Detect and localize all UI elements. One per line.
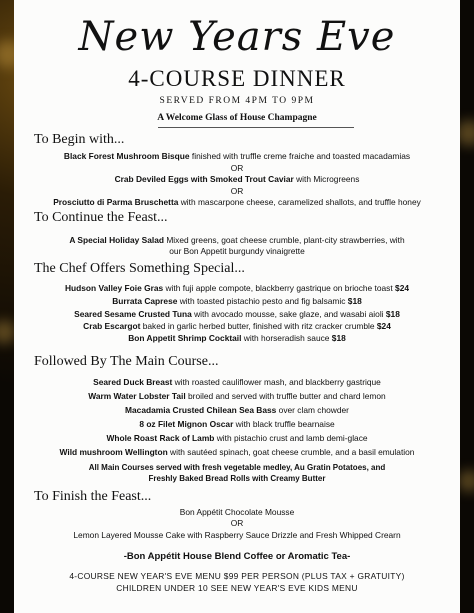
coffee-line: -Bon Appétit House Blend Coffee or Aromatic Tea- (123, 551, 351, 562)
dish-description: Mixed greens, goat cheese crumble, plant-city strawberries, with (166, 235, 405, 245)
footer-price: 4-COURSE NEW YEAR'S EVE MENU $99 PER PERSON (PLUS TAX + GRATUITY) (69, 571, 405, 581)
dish-name: Crab Deviled Eggs with Smoked Trout Caviar (114, 174, 294, 184)
menu-item (14, 391, 460, 402)
dish-price: $18 (385, 309, 400, 319)
dish-name: Burrata Caprese (112, 296, 178, 306)
menu-item (14, 333, 460, 344)
dish-description: with roasted cauliflower mash, and blackberry gastrique (174, 377, 381, 387)
dish-description: finished with truffle creme fraiche and toasted macadamias (191, 151, 411, 161)
menu-item (14, 151, 460, 162)
dish-description: with pistachio crust and lamb demi-glace (216, 433, 368, 443)
menu-item (14, 283, 460, 294)
main-course-note: Freshly Baked Bread Rolls with Creamy Butter (148, 474, 326, 483)
bokeh-light (458, 470, 474, 492)
or-separator: OR (230, 518, 244, 528)
dish-description: over clam chowder (278, 405, 349, 415)
dish-description: with fuji apple compote, blackberry gastrique on brioche toast (165, 283, 393, 293)
dish-name: Seared Duck Breast (93, 377, 173, 387)
section-heading-finish: To Finish the Feast... (34, 489, 152, 504)
section-heading-begin: To Begin with... (34, 132, 125, 147)
dish-description: baked in garlic herbed butter, finished with ritz cracker crumble (142, 321, 375, 331)
section-heading-chef: The Chef Offers Something Special... (34, 261, 245, 276)
or-separator: OR (230, 186, 244, 196)
dish-name: Hudson Valley Foie Gras (64, 283, 164, 293)
dish-name: Warm Water Lobster Tail (88, 391, 186, 401)
or-separator: OR (230, 163, 244, 173)
served-hours: SERVED FROM 4PM TO 9PM (159, 96, 315, 106)
dish-description: with horseradish sauce (243, 333, 330, 343)
dish-name: Wild mushroom Wellington (59, 447, 168, 457)
menu-item (14, 447, 460, 458)
menu-item (14, 197, 460, 208)
menu-item (14, 174, 460, 185)
dish-name: Macadamia Crusted Chilean Sea Bass (125, 405, 277, 415)
section-heading-main: Followed By The Main Course... (34, 354, 219, 369)
footer-kids: CHILDREN UNDER 10 SEE NEW YEAR'S EVE KIDS MENU (116, 583, 358, 593)
dish-price: $18 (347, 296, 362, 306)
dessert-item: Bon Appétit Chocolate Mousse (179, 507, 295, 517)
dish-description-cont: our Bon Appetit burgundy vinaigrette (169, 246, 305, 256)
menu-title: New Years Eve (78, 14, 396, 60)
menu-subtitle: 4-COURSE DINNER (128, 66, 346, 91)
dish-price: $18 (331, 333, 346, 343)
dessert-item: Lemon Layered Mousse Cake with Raspberry Sauce Drizzle and Fresh Whipped Crearn (73, 530, 401, 540)
menu-item (14, 296, 460, 307)
menu-item (14, 235, 460, 246)
dish-name: Black Forest Mushroom Bisque (63, 151, 190, 161)
dish-description: with toasted pistachio pesto and fig balsamic (179, 296, 346, 306)
menu-item (14, 309, 460, 320)
divider (158, 127, 354, 128)
welcome-drink: A Welcome Glass of House Champagne (157, 113, 317, 123)
menu-item (14, 419, 460, 430)
dish-name: Whole Roast Rack of Lamb (106, 433, 215, 443)
dish-description: with mascarpone cheese, caramelized shallots, and truffle honey (180, 197, 421, 207)
dish-name: Prosciutto di Parma Bruschetta (53, 197, 179, 207)
dish-name: Crab Escargot (83, 321, 141, 331)
dish-description: broiled and served with truffle butter and chard lemon (188, 391, 386, 401)
menu-item (14, 433, 460, 444)
section-heading-continue: To Continue the Feast... (34, 210, 168, 225)
dish-description: with black truffle bearnaise (235, 419, 335, 429)
main-course-note: All Main Courses served with fresh vegetable medley, Au Gratin Potatoes, and (88, 463, 386, 472)
dish-description: with Microgreens (296, 174, 360, 184)
menu-item (14, 321, 460, 332)
dish-name: 8 oz Filet Mignon Oscar (139, 419, 234, 429)
dish-name: Seared Sesame Crusted Tuna (74, 309, 192, 319)
dish-name: Bon Appetit Shrimp Cocktail (128, 333, 242, 343)
menu-sheet (14, 0, 460, 613)
dish-description: with avocado mousse, sake glaze, and wasabi aioli (194, 309, 384, 319)
dish-description: with sautéed spinach, goat cheese crumble, and a basil emulation (170, 447, 415, 457)
dish-price: $24 (395, 283, 410, 293)
dish-price: $24 (376, 321, 391, 331)
menu-item (14, 405, 460, 416)
menu-item (14, 377, 460, 388)
dish-name: A Special Holiday Salad (69, 235, 164, 245)
